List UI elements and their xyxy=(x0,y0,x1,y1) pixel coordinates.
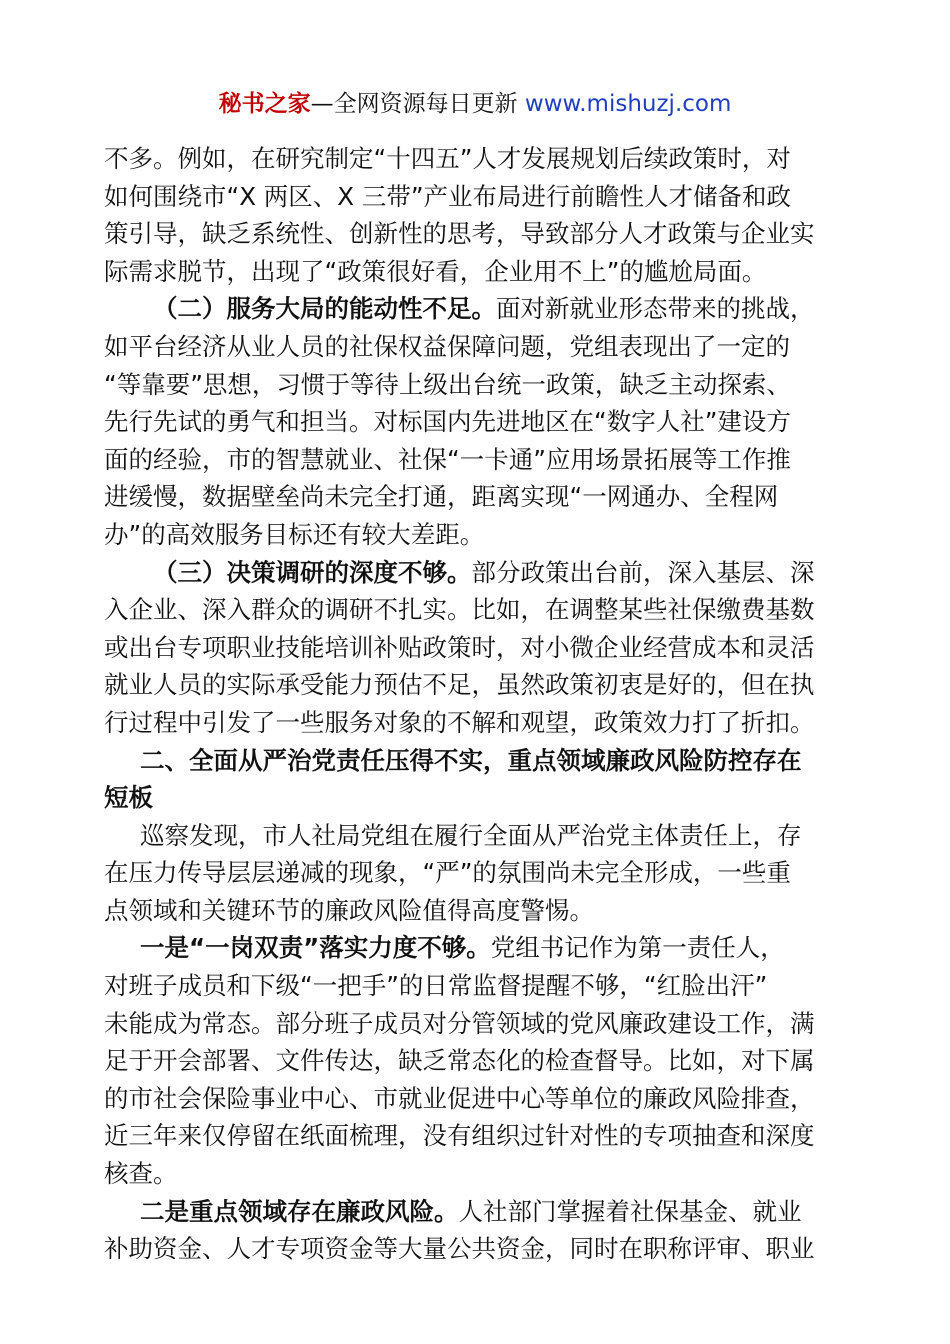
subheading: （三）决策调研的深度不够。 xyxy=(153,557,472,587)
text-line: 不多。例如，在研究制定“十四五”人才发展规划后续政策时，对 xyxy=(104,144,791,173)
text-line: 如平台经济从业人员的社保权益保障问题，党组表现出了一定的 xyxy=(104,331,790,361)
document-body xyxy=(104,140,846,1268)
text-line: 先行先试的勇气和担当。对标国内先进地区在“数字人社”建设方 xyxy=(104,407,791,437)
text-line: “等靠要”思想，习惯于等待上级出台统一政策，缺乏主动探索、 xyxy=(104,369,791,399)
text-line: 点领域和关键环节的廉政风险值得高度警惕。 xyxy=(104,895,594,925)
text-run: 人社部门掌握着社保基金、就业 xyxy=(458,1196,802,1226)
text-line: 对班子成员和下级“一把手”的日常监督提醒不够，“红脸出汗” xyxy=(104,971,768,1001)
paragraph-start xyxy=(104,929,846,967)
subheading: （二）服务大局的能动性不足。 xyxy=(153,294,496,324)
text-run: 部分政策出台前，深入基层、深 xyxy=(471,557,815,587)
text-line: 进缓慢，数据壁垒尚未完全打通，距离实现“一网通办、全程网 xyxy=(104,482,779,512)
section-title-cont xyxy=(104,779,846,817)
text-run: 面对新就业形态带来的挑战， xyxy=(496,294,815,324)
text-line: 如何围绕市“X 两区、X 三带”产业布局进行前瞻性人才储备和政 xyxy=(104,181,792,211)
subheading: 一是“一岗双责”落实力度不够。 xyxy=(140,933,491,963)
text-line: 就业人员的实际承受能力预估不足，虽然政策初衷是好的，但在执 xyxy=(104,670,815,700)
text-run: 党组书记作为第一责任人， xyxy=(490,933,785,963)
section-title-text: 二、全面从严治党责任压得不实，重点领域廉政风险防控存在 xyxy=(140,745,802,775)
text-line: 巡察发现，市人社局党组在履行全面从严治党主体责任上，存 xyxy=(140,820,802,850)
site-url[interactable]: www.mishuzj.com xyxy=(524,91,732,117)
text-line: 补助资金、人才专项资金等大量公共资金，同时在职称评审、职业 xyxy=(104,1234,815,1264)
subheading: 二是重点领域存在廉政风险。 xyxy=(140,1196,459,1226)
text-line: 未能成为常态。部分班子成员对分管领域的党风廉政建设工作，满 xyxy=(104,1008,815,1038)
text-line: 核查。 xyxy=(104,1159,178,1189)
text-line: 际需求脱节，出现了“政策很好看，企业用不上”的尴尬局面。 xyxy=(104,256,767,286)
text-line: 在压力传导层层递减的现象，“严”的氛围尚未完全形成，一些重 xyxy=(104,858,791,888)
paragraph-start xyxy=(104,290,846,328)
paragraph-start xyxy=(104,1193,846,1231)
site-header xyxy=(0,88,950,120)
text-line: 策引导，缺乏系统性、创新性的思考，导致部分人才政策与企业实 xyxy=(104,219,815,249)
brand-name: 秘书之家 xyxy=(218,91,311,117)
text-line: 面的经验，市的智慧就业、社保“一卡通”应用场景拓展等工作推 xyxy=(104,444,791,474)
text-line: 办”的高效服务目标还有较大差距。 xyxy=(104,519,485,549)
text-line: 或出台专项职业技能培训补贴政策时，对小微企业经营成本和灵活 xyxy=(104,632,815,662)
section-title-text: 短板 xyxy=(104,783,153,813)
text-line: 足于开会部署、文件传达，缺乏常态化的检查督导。比如，对下属 xyxy=(104,1046,815,1076)
text-line: 行过程中引发了一些服务对象的不解和观望，政策效力打了折扣。 xyxy=(104,707,815,737)
text-line: 的市社会保险事业中心、市就业促进中心等单位的廉政风险排查， xyxy=(104,1083,815,1113)
section-title xyxy=(104,742,846,780)
paragraph-start xyxy=(104,554,846,592)
header-tagline: —全网资源每日更新 xyxy=(310,91,525,117)
text-line: 近三年来仅停留在纸面梳理，没有组织过针对性的专项抽查和深度 xyxy=(104,1121,815,1151)
text-line: 入企业、深入群众的调研不扎实。比如，在调整某些社保缴费基数 xyxy=(104,595,815,625)
